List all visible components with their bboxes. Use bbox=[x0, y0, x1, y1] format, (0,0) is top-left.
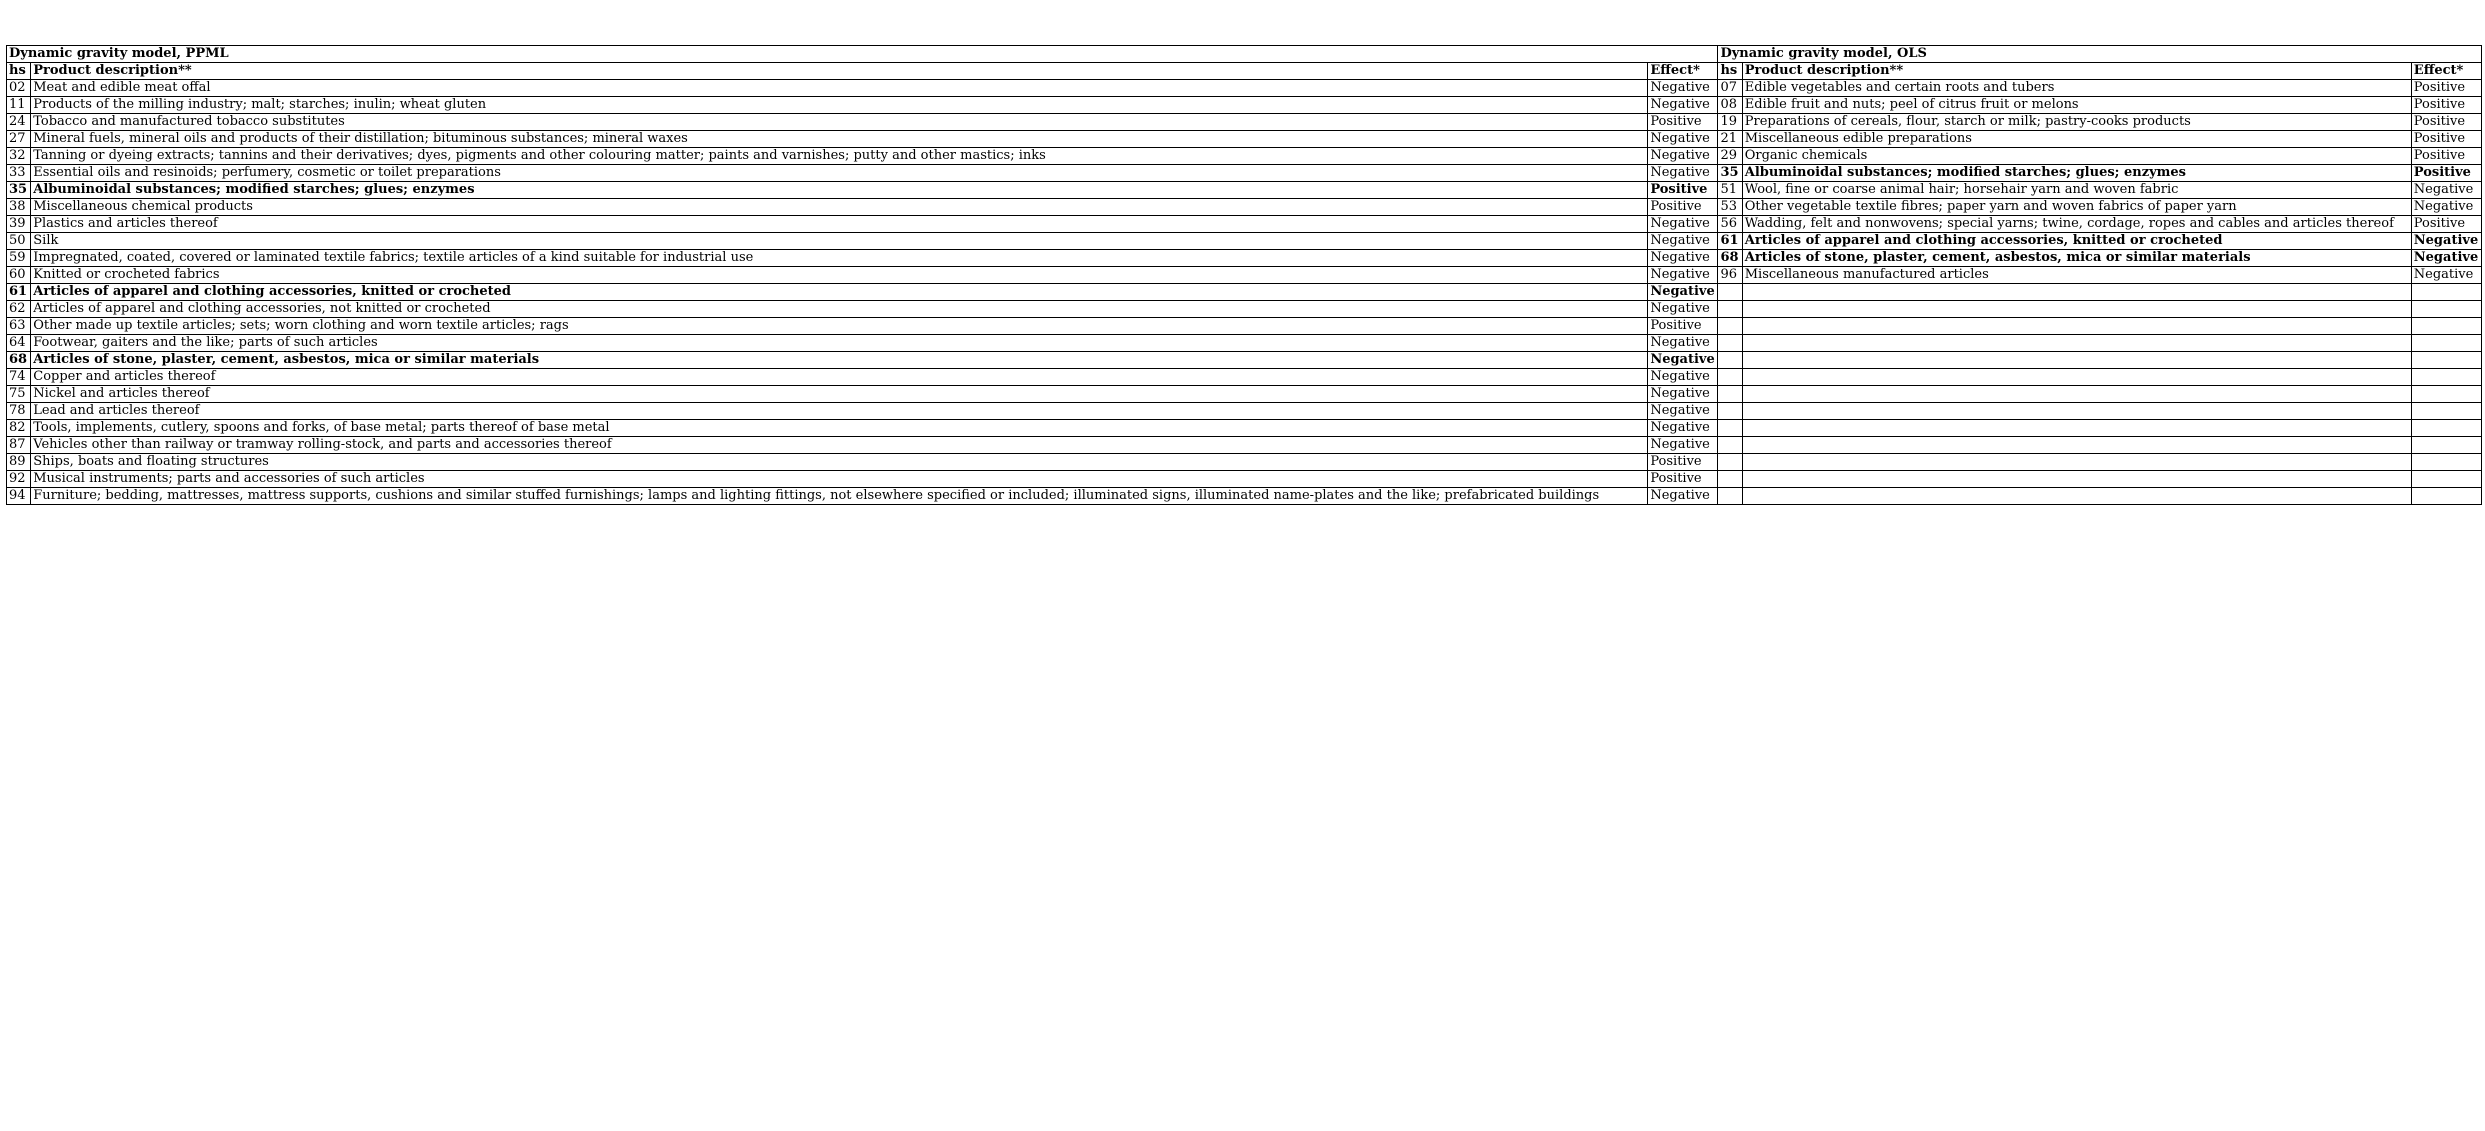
ppml-effect-cell: Negative bbox=[1648, 148, 1718, 165]
ppml-description-cell: Tobacco and manufactured tobacco substitutes bbox=[31, 114, 1648, 131]
ppml-effect-cell: Negative bbox=[1648, 335, 1718, 352]
table-row bbox=[7, 131, 2482, 148]
ols-effect-cell: Positive bbox=[2411, 148, 2481, 165]
ols-description-cell: Articles of apparel and clothing accessories, knitted or crocheted bbox=[1742, 233, 2411, 250]
ols-effect-cell bbox=[2411, 352, 2481, 369]
ols-hs-cell bbox=[1718, 437, 1742, 454]
ols-hs-cell: 56 bbox=[1718, 216, 1742, 233]
ols-hs-cell: 68 bbox=[1718, 250, 1742, 267]
ppml-effect-cell: Positive bbox=[1648, 182, 1718, 199]
ols-hs-cell: 53 bbox=[1718, 199, 1742, 216]
ols-description-cell: Preparations of cereals, flour, starch or milk; pastry-cooks products bbox=[1742, 114, 2411, 131]
ppml-description-cell: Articles of apparel and clothing accessories, knitted or crocheted bbox=[31, 284, 1648, 301]
ppml-hs-cell: 33 bbox=[7, 165, 31, 182]
table-row bbox=[7, 233, 2482, 250]
ppml-hs-cell: 32 bbox=[7, 148, 31, 165]
ppml-description-cell: Miscellaneous chemical products bbox=[31, 199, 1648, 216]
ols-effect-cell: Positive bbox=[2411, 216, 2481, 233]
ols-effect-cell bbox=[2411, 403, 2481, 420]
ppml-effect-cell: Positive bbox=[1648, 471, 1718, 488]
ols-description-cell bbox=[1742, 284, 2411, 301]
ppml-effect-cell: Positive bbox=[1648, 114, 1718, 131]
ols-description-cell: Other vegetable textile fibres; paper yarn and woven fabrics of paper yarn bbox=[1742, 199, 2411, 216]
ppml-hs-cell: 60 bbox=[7, 267, 31, 284]
table-row bbox=[7, 335, 2482, 352]
table-row bbox=[7, 471, 2482, 488]
ppml-hs-cell: 64 bbox=[7, 335, 31, 352]
ols-effect-cell bbox=[2411, 488, 2481, 505]
ols-effect-cell: Negative bbox=[2411, 233, 2481, 250]
table-row bbox=[7, 80, 2482, 97]
ppml-hs-cell: 82 bbox=[7, 420, 31, 437]
ppml-hs-cell: 59 bbox=[7, 250, 31, 267]
ppml-description-cell: Footwear, gaiters and the like; parts of such articles bbox=[31, 335, 1648, 352]
ppml-effect-cell: Negative bbox=[1648, 267, 1718, 284]
ols-effect-cell: Negative bbox=[2411, 182, 2481, 199]
ppml-hs-cell: 89 bbox=[7, 454, 31, 471]
ols-effect-cell: Positive bbox=[2411, 80, 2481, 97]
column-header-row bbox=[7, 63, 2482, 80]
ols-hs-cell bbox=[1718, 403, 1742, 420]
table-row bbox=[7, 216, 2482, 233]
ols-effect-cell: Negative bbox=[2411, 250, 2481, 267]
ppml-effect-cell: Negative bbox=[1648, 131, 1718, 148]
ppml-hs-cell: 61 bbox=[7, 284, 31, 301]
results-table bbox=[6, 45, 2482, 505]
ols-hs-header: hs bbox=[1718, 63, 1742, 80]
ppml-hs-cell: 74 bbox=[7, 369, 31, 386]
table-row bbox=[7, 267, 2482, 284]
ppml-effect-cell: Negative bbox=[1648, 386, 1718, 403]
ppml-hs-cell: 92 bbox=[7, 471, 31, 488]
ols-description-cell bbox=[1742, 403, 2411, 420]
ppml-effect-cell: Negative bbox=[1648, 301, 1718, 318]
ppml-description-cell: Meat and edible meat offal bbox=[31, 80, 1648, 97]
ppml-effect-cell: Negative bbox=[1648, 216, 1718, 233]
ols-effect-cell: Positive bbox=[2411, 114, 2481, 131]
ppml-description-cell: Knitted or crocheted fabrics bbox=[31, 267, 1648, 284]
ols-description-cell bbox=[1742, 352, 2411, 369]
table-row bbox=[7, 488, 2482, 505]
ppml-hs-cell: 24 bbox=[7, 114, 31, 131]
ppml-description-cell: Tools, implements, cutlery, spoons and forks, of base metal; parts thereof of base metal bbox=[31, 420, 1648, 437]
table-row bbox=[7, 352, 2482, 369]
ppml-description-header: Product description** bbox=[31, 63, 1648, 80]
ppml-description-cell: Other made up textile articles; sets; worn clothing and worn textile articles; rags bbox=[31, 318, 1648, 335]
ppml-effect-cell: Negative bbox=[1648, 284, 1718, 301]
ppml-description-cell: Musical instruments; parts and accessories of such articles bbox=[31, 471, 1648, 488]
table-row bbox=[7, 454, 2482, 471]
ols-effect-cell: Negative bbox=[2411, 267, 2481, 284]
ppml-effect-cell: Negative bbox=[1648, 420, 1718, 437]
ppml-effect-cell: Positive bbox=[1648, 318, 1718, 335]
table-row bbox=[7, 301, 2482, 318]
table-row bbox=[7, 420, 2482, 437]
ols-effect-cell: Positive bbox=[2411, 97, 2481, 114]
ols-hs-cell bbox=[1718, 318, 1742, 335]
ols-effect-cell bbox=[2411, 284, 2481, 301]
ppml-effect-cell: Negative bbox=[1648, 403, 1718, 420]
ols-description-cell: Articles of stone, plaster, cement, asbestos, mica or similar materials bbox=[1742, 250, 2411, 267]
ols-hs-cell bbox=[1718, 369, 1742, 386]
ols-description-cell bbox=[1742, 301, 2411, 318]
ppml-hs-cell: 62 bbox=[7, 301, 31, 318]
ppml-effect-header: Effect* bbox=[1648, 63, 1718, 80]
ppml-description-cell: Impregnated, coated, covered or laminated textile fabrics; textile articles of a kind suitable for industrial use bbox=[31, 250, 1648, 267]
ols-hs-cell: 07 bbox=[1718, 80, 1742, 97]
table-row bbox=[7, 114, 2482, 131]
ols-description-header: Product description** bbox=[1742, 63, 2411, 80]
ppml-effect-cell: Negative bbox=[1648, 250, 1718, 267]
table-row bbox=[7, 182, 2482, 199]
ppml-section-title: Dynamic gravity model, PPML bbox=[7, 46, 1718, 63]
ols-hs-cell bbox=[1718, 488, 1742, 505]
ppml-description-cell: Essential oils and resinoids; perfumery, cosmetic or toilet preparations bbox=[31, 165, 1648, 182]
ppml-description-cell: Lead and articles thereof bbox=[31, 403, 1648, 420]
ols-description-cell: Edible fruit and nuts; peel of citrus fruit or melons bbox=[1742, 97, 2411, 114]
ols-description-cell bbox=[1742, 335, 2411, 352]
ols-hs-cell bbox=[1718, 386, 1742, 403]
ppml-hs-cell: 87 bbox=[7, 437, 31, 454]
ols-description-cell bbox=[1742, 437, 2411, 454]
ols-effect-cell: Positive bbox=[2411, 165, 2481, 182]
ppml-description-cell: Products of the milling industry; malt; starches; inulin; wheat gluten bbox=[31, 97, 1648, 114]
ols-hs-cell bbox=[1718, 420, 1742, 437]
ppml-hs-cell: 02 bbox=[7, 80, 31, 97]
ols-hs-cell bbox=[1718, 335, 1742, 352]
ols-effect-cell bbox=[2411, 369, 2481, 386]
table-row bbox=[7, 284, 2482, 301]
ppml-description-cell: Articles of stone, plaster, cement, asbestos, mica or similar materials bbox=[31, 352, 1648, 369]
ppml-description-cell: Plastics and articles thereof bbox=[31, 216, 1648, 233]
table-row bbox=[7, 199, 2482, 216]
ols-hs-cell bbox=[1718, 471, 1742, 488]
ppml-hs-cell: 27 bbox=[7, 131, 31, 148]
ppml-effect-cell: Positive bbox=[1648, 199, 1718, 216]
table-row bbox=[7, 403, 2482, 420]
ols-effect-cell: Negative bbox=[2411, 199, 2481, 216]
ols-hs-cell: 29 bbox=[1718, 148, 1742, 165]
ppml-description-cell: Copper and articles thereof bbox=[31, 369, 1648, 386]
ppml-effect-cell: Positive bbox=[1648, 454, 1718, 471]
ols-description-cell bbox=[1742, 318, 2411, 335]
ppml-hs-header: hs bbox=[7, 63, 31, 80]
ols-effect-cell bbox=[2411, 454, 2481, 471]
ols-effect-header: Effect* bbox=[2411, 63, 2481, 80]
ppml-effect-cell: Negative bbox=[1648, 233, 1718, 250]
ppml-description-cell: Furniture; bedding, mattresses, mattress supports, cushions and similar stuffed furnishings; lamps and lighting fittings, not elsewhere specified or included; illuminated signs, illuminated name-plates and the like; prefabricated buildings bbox=[31, 488, 1648, 505]
ols-description-cell: Organic chemicals bbox=[1742, 148, 2411, 165]
ols-effect-cell bbox=[2411, 471, 2481, 488]
ppml-description-cell: Mineral fuels, mineral oils and products of their distillation; bituminous substances; mineral waxes bbox=[31, 131, 1648, 148]
ppml-effect-cell: Negative bbox=[1648, 352, 1718, 369]
ppml-effect-cell: Negative bbox=[1648, 80, 1718, 97]
ols-description-cell bbox=[1742, 386, 2411, 403]
ppml-hs-cell: 75 bbox=[7, 386, 31, 403]
table-row bbox=[7, 148, 2482, 165]
ols-description-cell: Edible vegetables and certain roots and tubers bbox=[1742, 80, 2411, 97]
ppml-hs-cell: 78 bbox=[7, 403, 31, 420]
ppml-hs-cell: 94 bbox=[7, 488, 31, 505]
ols-effect-cell bbox=[2411, 420, 2481, 437]
ppml-description-cell: Articles of apparel and clothing accessories, not knitted or crocheted bbox=[31, 301, 1648, 318]
ols-description-cell bbox=[1742, 488, 2411, 505]
ols-hs-cell: 35 bbox=[1718, 165, 1742, 182]
ppml-effect-cell: Negative bbox=[1648, 165, 1718, 182]
ols-hs-cell: 61 bbox=[1718, 233, 1742, 250]
ols-hs-cell: 08 bbox=[1718, 97, 1742, 114]
ppml-effect-cell: Negative bbox=[1648, 437, 1718, 454]
ppml-effect-cell: Negative bbox=[1648, 488, 1718, 505]
table-row bbox=[7, 369, 2482, 386]
table-row bbox=[7, 318, 2482, 335]
title-row bbox=[7, 46, 2482, 63]
ppml-hs-cell: 50 bbox=[7, 233, 31, 250]
ols-hs-cell bbox=[1718, 454, 1742, 471]
ppml-hs-cell: 35 bbox=[7, 182, 31, 199]
ols-effect-cell bbox=[2411, 318, 2481, 335]
ols-description-cell: Miscellaneous manufactured articles bbox=[1742, 267, 2411, 284]
table-row bbox=[7, 165, 2482, 182]
table-row bbox=[7, 437, 2482, 454]
ols-hs-cell: 51 bbox=[1718, 182, 1742, 199]
ols-effect-cell bbox=[2411, 386, 2481, 403]
ols-effect-cell bbox=[2411, 437, 2481, 454]
ols-effect-cell bbox=[2411, 335, 2481, 352]
ols-effect-cell bbox=[2411, 301, 2481, 318]
ppml-description-cell: Nickel and articles thereof bbox=[31, 386, 1648, 403]
ppml-hs-cell: 11 bbox=[7, 97, 31, 114]
ppml-description-cell: Albuminoidal substances; modified starches; glues; enzymes bbox=[31, 182, 1648, 199]
ols-description-cell bbox=[1742, 420, 2411, 437]
ols-description-cell: Albuminoidal substances; modified starches; glues; enzymes bbox=[1742, 165, 2411, 182]
table-body bbox=[7, 46, 2482, 505]
ols-effect-cell: Positive bbox=[2411, 131, 2481, 148]
ols-hs-cell: 19 bbox=[1718, 114, 1742, 131]
ppml-hs-cell: 38 bbox=[7, 199, 31, 216]
ols-hs-cell: 96 bbox=[1718, 267, 1742, 284]
ppml-hs-cell: 68 bbox=[7, 352, 31, 369]
ppml-description-cell: Silk bbox=[31, 233, 1648, 250]
ppml-effect-cell: Negative bbox=[1648, 369, 1718, 386]
ppml-hs-cell: 63 bbox=[7, 318, 31, 335]
ols-description-cell bbox=[1742, 369, 2411, 386]
ols-hs-cell bbox=[1718, 352, 1742, 369]
ppml-description-cell: Ships, boats and floating structures bbox=[31, 454, 1648, 471]
ols-hs-cell bbox=[1718, 284, 1742, 301]
ols-description-cell: Miscellaneous edible preparations bbox=[1742, 131, 2411, 148]
ppml-hs-cell: 39 bbox=[7, 216, 31, 233]
ols-description-cell: Wadding, felt and nonwovens; special yarns; twine, cordage, ropes and cables and articles thereof bbox=[1742, 216, 2411, 233]
ols-description-cell: Wool, fine or coarse animal hair; horsehair yarn and woven fabric bbox=[1742, 182, 2411, 199]
table-row bbox=[7, 386, 2482, 403]
ols-hs-cell: 21 bbox=[1718, 131, 1742, 148]
ols-description-cell bbox=[1742, 471, 2411, 488]
table-row bbox=[7, 97, 2482, 114]
ols-hs-cell bbox=[1718, 301, 1742, 318]
ppml-description-cell: Tanning or dyeing extracts; tannins and their derivatives; dyes, pigments and other colouring matter; paints and varnishes; putty and other mastics; inks bbox=[31, 148, 1648, 165]
ppml-description-cell: Vehicles other than railway or tramway rolling-stock, and parts and accessories thereof bbox=[31, 437, 1648, 454]
table-row bbox=[7, 250, 2482, 267]
ols-description-cell bbox=[1742, 454, 2411, 471]
ols-section-title: Dynamic gravity model, OLS bbox=[1718, 46, 2482, 63]
ppml-effect-cell: Negative bbox=[1648, 97, 1718, 114]
